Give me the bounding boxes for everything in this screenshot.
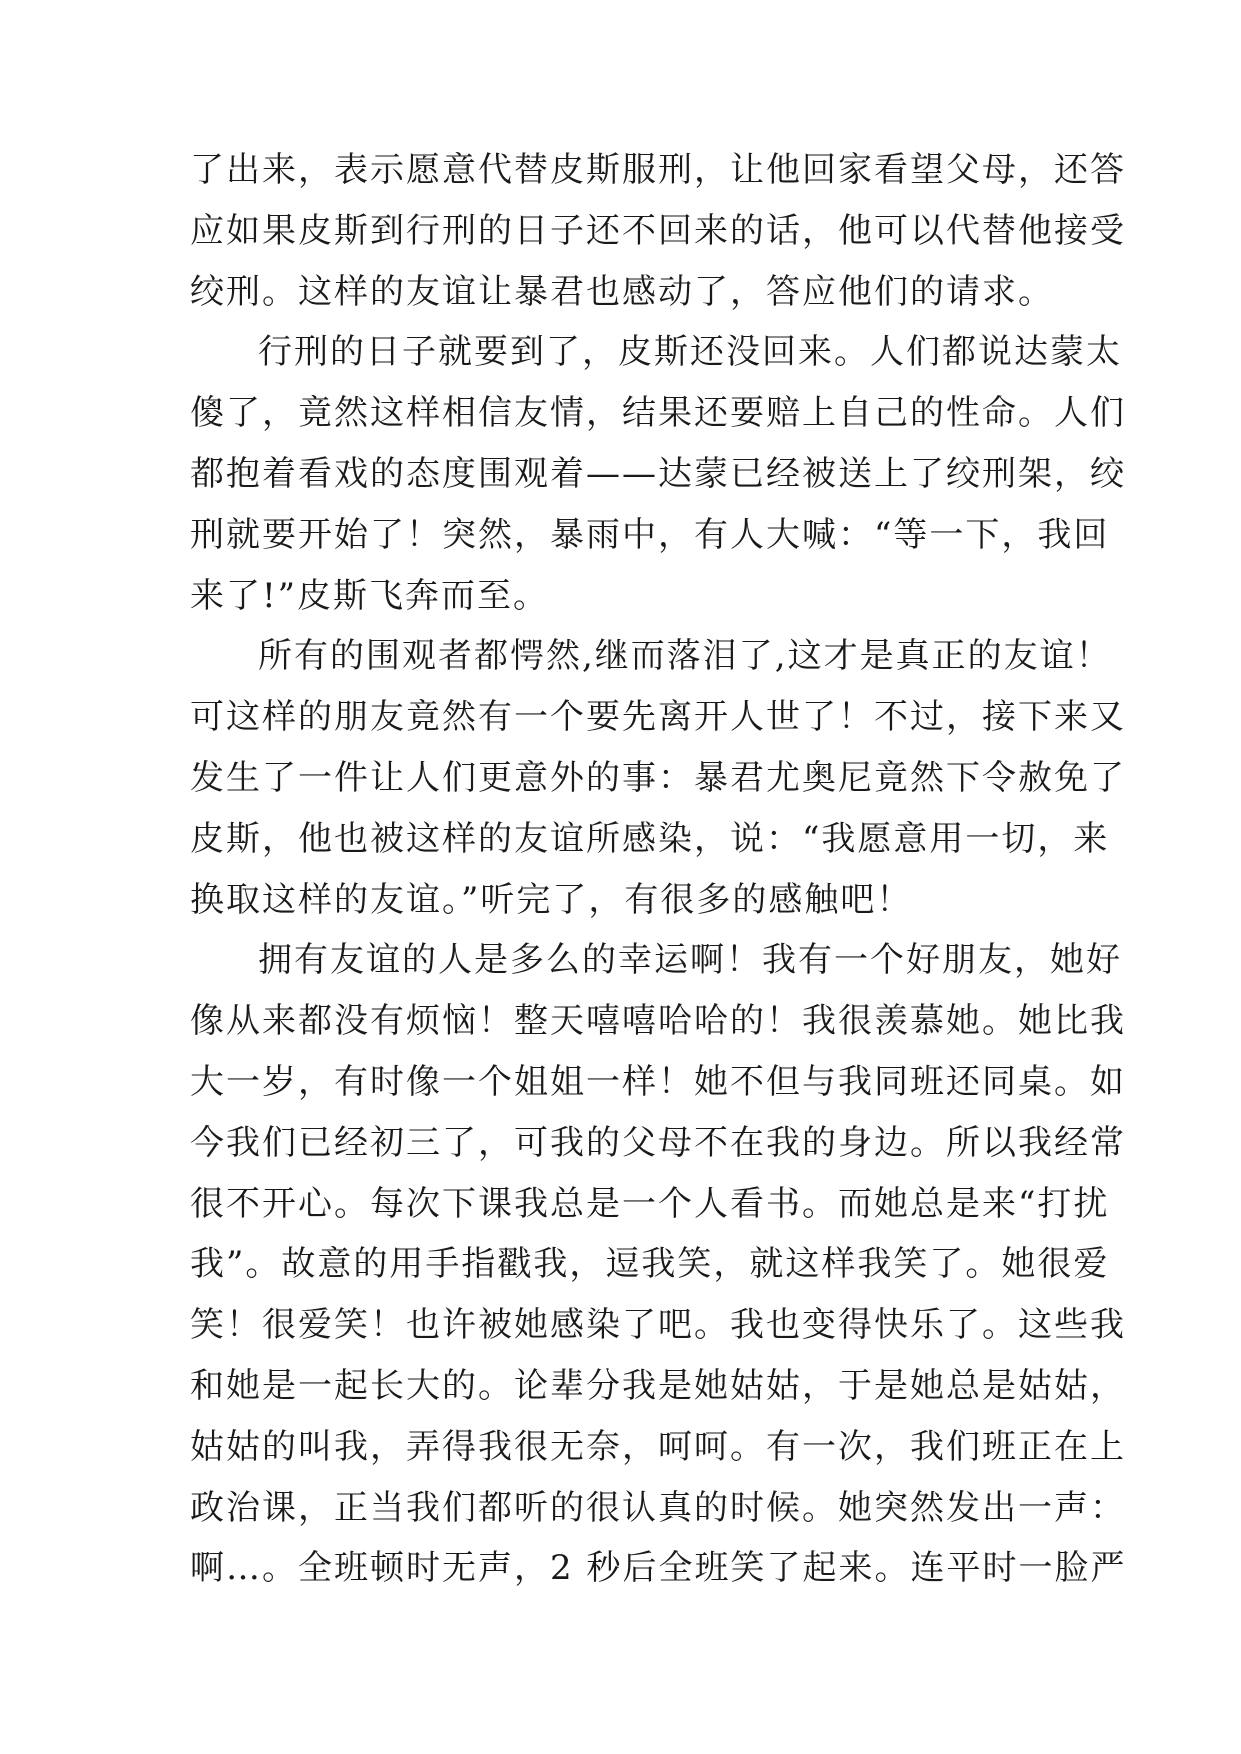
text-line: 皮斯，他也被这样的友谊所感染，说：“我愿意用一切，来	[190, 818, 1110, 859]
text-line: 可这样的朋友竟然有一个要先离开人世了！不过，接下来又	[190, 697, 1126, 738]
text-line: 像从来都没有烦恼！整天嘻嘻哈哈的！我很羡慕她。她比我	[190, 1001, 1126, 1042]
text-line: 啊…。全班顿时无声，2 秒后全班笑了起来。连平时一脸严	[190, 1548, 1127, 1589]
text-line: 和她是一起长大的。论辈分我是她姑姑，于是她总是姑姑，	[190, 1365, 1126, 1406]
text-line: 换取这样的友谊。”听完了，有很多的感触吧！	[190, 879, 913, 920]
text-line: 笑！很爱笑！也许被她感染了吧。我也变得快乐了。这些我	[190, 1305, 1126, 1346]
text-line: 应如果皮斯到行刑的日子还不回来的话，他可以代替他接受	[190, 210, 1126, 251]
text-line: 今我们已经初三了，可我的父母不在我的身边。所以我经常	[190, 1122, 1126, 1163]
text-line: 发生了一件让人们更意外的事：暴君尤奥尼竟然下令赦免了	[190, 757, 1126, 798]
text-line: 行刑的日子就要到了，皮斯还没回来。人们都说达蒙太	[258, 332, 1122, 373]
text-line: 我”。故意的用手指戳我，逗我笑，就这样我笑了。她很爱	[190, 1244, 1110, 1285]
text-line: 绞刑。这样的友谊让暴君也感动了，答应他们的请求。	[190, 271, 1054, 312]
text-line: 拥有友谊的人是多么的幸运啊！我有一个好朋友，她好	[258, 940, 1122, 981]
document-body	[190, 140, 1127, 1599]
text-line: 傻了，竟然这样相信友情，结果还要赔上自己的性命。人们	[190, 393, 1126, 434]
text-line: 刑就要开始了！突然，暴雨中，有人大喊：“等一下，我回	[190, 514, 1110, 555]
text-line: 政治课，正当我们都听的很认真的时候。她突然发出一声：	[190, 1487, 1126, 1528]
text-line: 都抱着看戏的态度围观着——达蒙已经被送上了绞刑架，绞	[190, 453, 1126, 494]
text-line: 大一岁，有时像一个姐姐一样！她不但与我同班还同桌。如	[190, 1061, 1126, 1102]
text-line: 姑姑的叫我，弄得我很无奈，呵呵。有一次，我们班正在上	[190, 1426, 1126, 1467]
text-line: 很不开心。每次下课我总是一个人看书。而她总是来“打扰	[190, 1183, 1110, 1224]
text-line: 了出来，表示愿意代替皮斯服刑，让他回家看望父母，还答	[190, 150, 1126, 190]
text-line: 所有的围观者都愕然,继而落泪了,这才是真正的友谊！	[258, 636, 1112, 677]
text-line: 来了!”皮斯飞奔而至。	[190, 575, 550, 616]
